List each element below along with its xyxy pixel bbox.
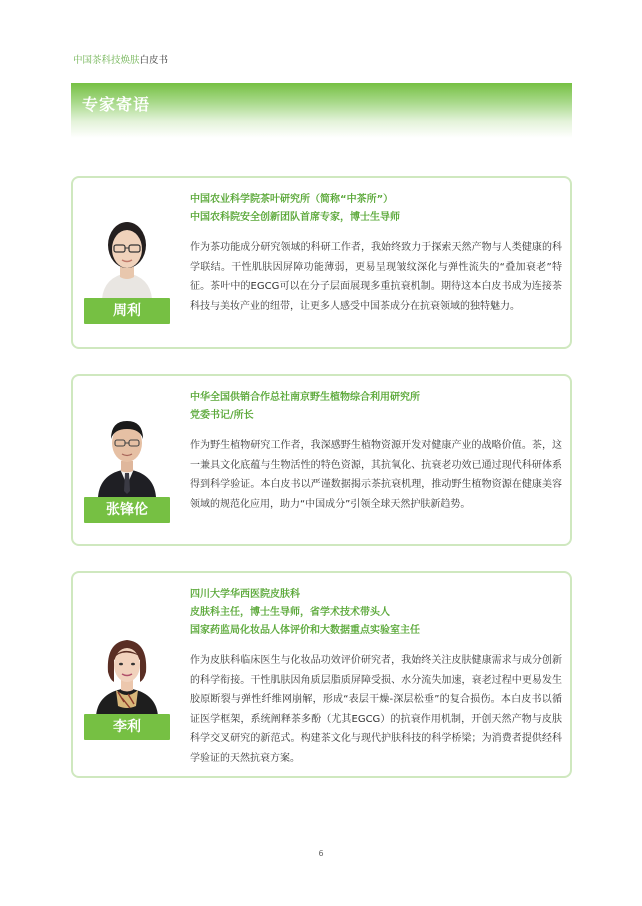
affiliation-line: 四川大学华西医院皮肤科: [190, 589, 300, 600]
affiliation-line: 中国农业科学院茶叶研究所（简称“中茶所”）: [190, 194, 394, 205]
expert-message-3: 作为皮肤科临床医生与化妆品功效评价研究者，我始终关注皮肤健康需求与成分创新的科学衔接。干性肌肤因角质层脂质屏障受损、水分流失加速，衰老过程中更易发生胶原断裂与弹性纤维网崩解，形成“表层干燥-深层松垂”的复合损伤。本白皮书以循证医学框架，系统阐释茶多酚（尤其EGCG）的抗衰作用机制，开创天然产物与皮肤科学交叉研究的新范式。构建茶文化与现代护肤科技的科学桥梁；为消费者提供经科学验证的天然抗衰方案。: [190, 655, 562, 764]
portrait-icon: [84, 620, 170, 716]
expert-affiliations-3: [190, 586, 560, 640]
section-title: 专家寄语: [82, 95, 151, 114]
expert-card-3: [71, 571, 572, 778]
header-suffix: 白皮书: [139, 55, 169, 66]
affiliation-line: 皮肤科主任，博士生导师，省学术技术带头人: [190, 607, 390, 618]
expert-name-tag-1: 周利: [84, 298, 170, 324]
expert-name-tag-2: 张锋伦: [84, 497, 170, 523]
affiliation-line: 中国农科院安全创新团队首席专家，博士生导师: [190, 212, 400, 223]
expert-name-tag-3: 李利: [84, 714, 170, 740]
affiliation-line: 党委书记/所长: [190, 410, 254, 421]
portrait-icon: [84, 203, 170, 299]
affiliation-line: 中华全国供销合作总社南京野生植物综合利用研究所: [190, 392, 420, 403]
expert-affiliations-1: [190, 191, 560, 227]
expert-message-2: 作为野生植物研究工作者，我深感野生植物资源开发对健康产业的战略价值。茶，这一兼具文化底蕴与生物活性的特色资源，其抗氧化、抗衰老功效已通过现代科研体系得到科学验证。本白皮书以严谨数据揭示茶抗衰机理，推动野生植物资源在健康美容领域的规范化应用，助力“中国成分”引领全球天然护肤新趋势。: [190, 440, 562, 510]
running-header: [73, 52, 168, 66]
page-number: 6: [318, 849, 324, 858]
portrait-icon: [84, 401, 170, 497]
expert-photo-1: [84, 203, 170, 299]
section-banner: [71, 83, 572, 138]
affiliation-line: 国家药监局化妆品人体评价和大数据重点实验室主任: [190, 625, 420, 636]
expert-message-1: 作为茶功能成分研究领域的科研工作者，我始终致力于探索天然产物与人类健康的科学联结。干性肌肤因屏障功能薄弱，更易呈现皱纹深化与弹性流失的“叠加衰老”特征。茶叶中的EGCG可以在分子层面展现多重抗衰机制。期待这本白皮书成为连接茶科技与美妆产业的纽带，让更多人感受中国茶成分在抗衰领域的独特魅力。: [190, 242, 562, 312]
expert-photo-2: [84, 401, 170, 497]
header-brand: 中国茶科技焕肤: [73, 55, 140, 66]
expert-card-1: [71, 176, 572, 349]
expert-photo-3: [84, 620, 170, 716]
expert-affiliations-2: [190, 389, 560, 425]
expert-card-2: [71, 374, 572, 546]
